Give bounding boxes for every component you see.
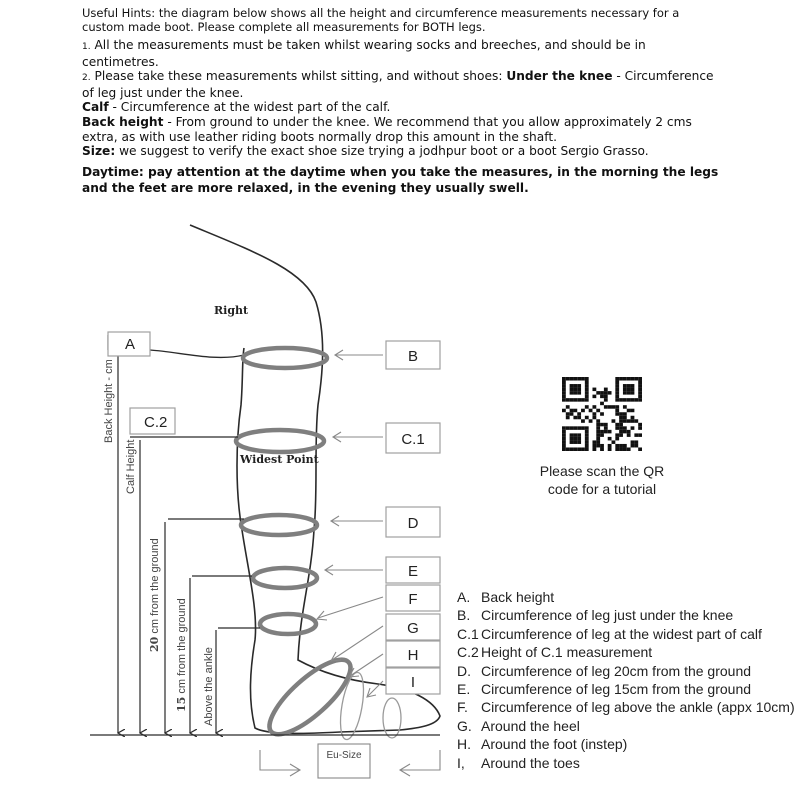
legend-item	[457, 625, 795, 643]
legend-text: Circumference of leg 15cm from the ground	[481, 680, 752, 697]
back-height-connector	[150, 350, 244, 357]
fifteen-cm-number: 15	[175, 696, 188, 712]
legend-key: I,	[457, 754, 465, 771]
legend-item	[457, 662, 795, 680]
calf-label: Calf	[82, 100, 109, 115]
step-1-text: All the measurements must be taken whilst wearing socks and breeches, and should be in centimetres.	[82, 38, 646, 69]
legend-key: B.	[457, 607, 471, 624]
legend-item	[457, 643, 795, 661]
qr-caption-line-2: code for a tutorial	[547, 481, 657, 497]
fifteen-cm-label	[175, 598, 188, 712]
daytime-note: Daytime: pay attention at the daytime when you take the measures, in the morning the legs and the feet are more relaxed, in the evening they usually swell.	[82, 164, 719, 195]
legend-text: Back height	[481, 589, 555, 605]
legend-text: Circumference of leg at the widest part of calf	[481, 625, 762, 642]
twenty-cm-number: 20	[148, 636, 161, 652]
label-c1: C.1	[401, 431, 425, 448]
rings	[236, 348, 361, 745]
side-label: Right	[214, 304, 249, 317]
legend-key: G.	[457, 717, 472, 734]
back-height-text: - From ground to under the knee. We recommend that you allow approximately 2 cms extra, as with use leather riding boots normally drop this amount in the shaft.	[82, 114, 692, 144]
legend-text: Height of C.1 measurement	[481, 644, 653, 661]
legend-item	[457, 735, 795, 753]
label-c2: C.2	[144, 414, 168, 431]
under-knee-label: Under the knee	[506, 69, 613, 84]
size-text: we suggest to verify the exact shoe size trying a jodhpur boot or a boot Sergio Grasso.	[119, 144, 649, 159]
calf-height-label: Calf Height	[125, 439, 137, 494]
under-knee-text: - Circumference of leg just under the knee.	[82, 69, 714, 100]
legend-item	[457, 588, 795, 606]
legend-item	[457, 717, 795, 735]
legend-key: D.	[457, 662, 471, 679]
label-g: G	[407, 620, 419, 637]
ring-g	[259, 649, 360, 745]
ring-e	[253, 568, 317, 588]
ring-b	[243, 348, 327, 368]
qr-caption	[532, 462, 672, 498]
label-e: E	[407, 563, 419, 580]
measurement-legend	[457, 588, 795, 772]
ring-f	[260, 614, 316, 634]
step-2-text: Please take these measurements whilst sitting, and without shoes:	[94, 69, 503, 84]
qr-caption-line-1: Please scan the QR	[539, 463, 665, 479]
label-f: F	[408, 591, 418, 608]
legend-item	[457, 754, 795, 772]
above-ankle-label: Above the ankle	[203, 647, 215, 726]
label-h: H	[407, 647, 419, 664]
legend-key: C.1	[457, 625, 479, 642]
legend-key: A.	[457, 589, 471, 605]
ring-d	[241, 515, 317, 535]
legend-key: E.	[457, 680, 471, 697]
legend-text: Around the foot (instep)	[481, 736, 628, 753]
legend-text: Circumference of leg just under the knee	[481, 607, 734, 624]
legend-text: Circumference of leg above the ankle (appx 10cm)	[481, 699, 795, 716]
step-1-number: 1.	[82, 42, 91, 52]
legend-text: Around the heel	[481, 717, 580, 734]
legend-item	[457, 606, 795, 624]
size-label: Size:	[82, 144, 116, 159]
legend-text: Circumference of leg 20cm from the ground	[481, 662, 752, 679]
ring-i	[383, 698, 401, 738]
widest-point-label: Widest Point	[240, 453, 319, 466]
legend-item	[457, 698, 795, 716]
legend-key: H.	[457, 736, 471, 753]
label-a: A	[125, 336, 136, 353]
label-b: B	[407, 348, 419, 365]
ring-c1	[236, 430, 324, 452]
label-i: I	[410, 674, 416, 691]
twenty-cm-text: cm from the ground	[149, 538, 161, 637]
legend-key: F.	[457, 699, 468, 716]
back-height-label: Back height	[82, 114, 164, 129]
eu-size-label: Eu-Size	[326, 750, 362, 761]
fifteen-cm-text: cm from the ground	[176, 598, 188, 697]
label-d: D	[407, 515, 419, 532]
intro-text: Useful Hints: the diagram below shows all the height and circumference measurements necessary for a custom made boot. Please complete all measurements for BOTH legs.	[82, 6, 680, 34]
calf-text: - Circumference at the widest part of the calf.	[112, 100, 391, 115]
pointer-arrows	[317, 350, 383, 697]
legend-key: C.2	[457, 644, 479, 661]
qr-code	[561, 376, 645, 452]
legend-text: Around the toes	[481, 754, 580, 771]
back-height-label: Back Height - cm	[103, 359, 115, 443]
step-2-number: 2.	[82, 73, 91, 84]
twenty-cm-label	[148, 538, 161, 652]
legend-item	[457, 680, 795, 698]
